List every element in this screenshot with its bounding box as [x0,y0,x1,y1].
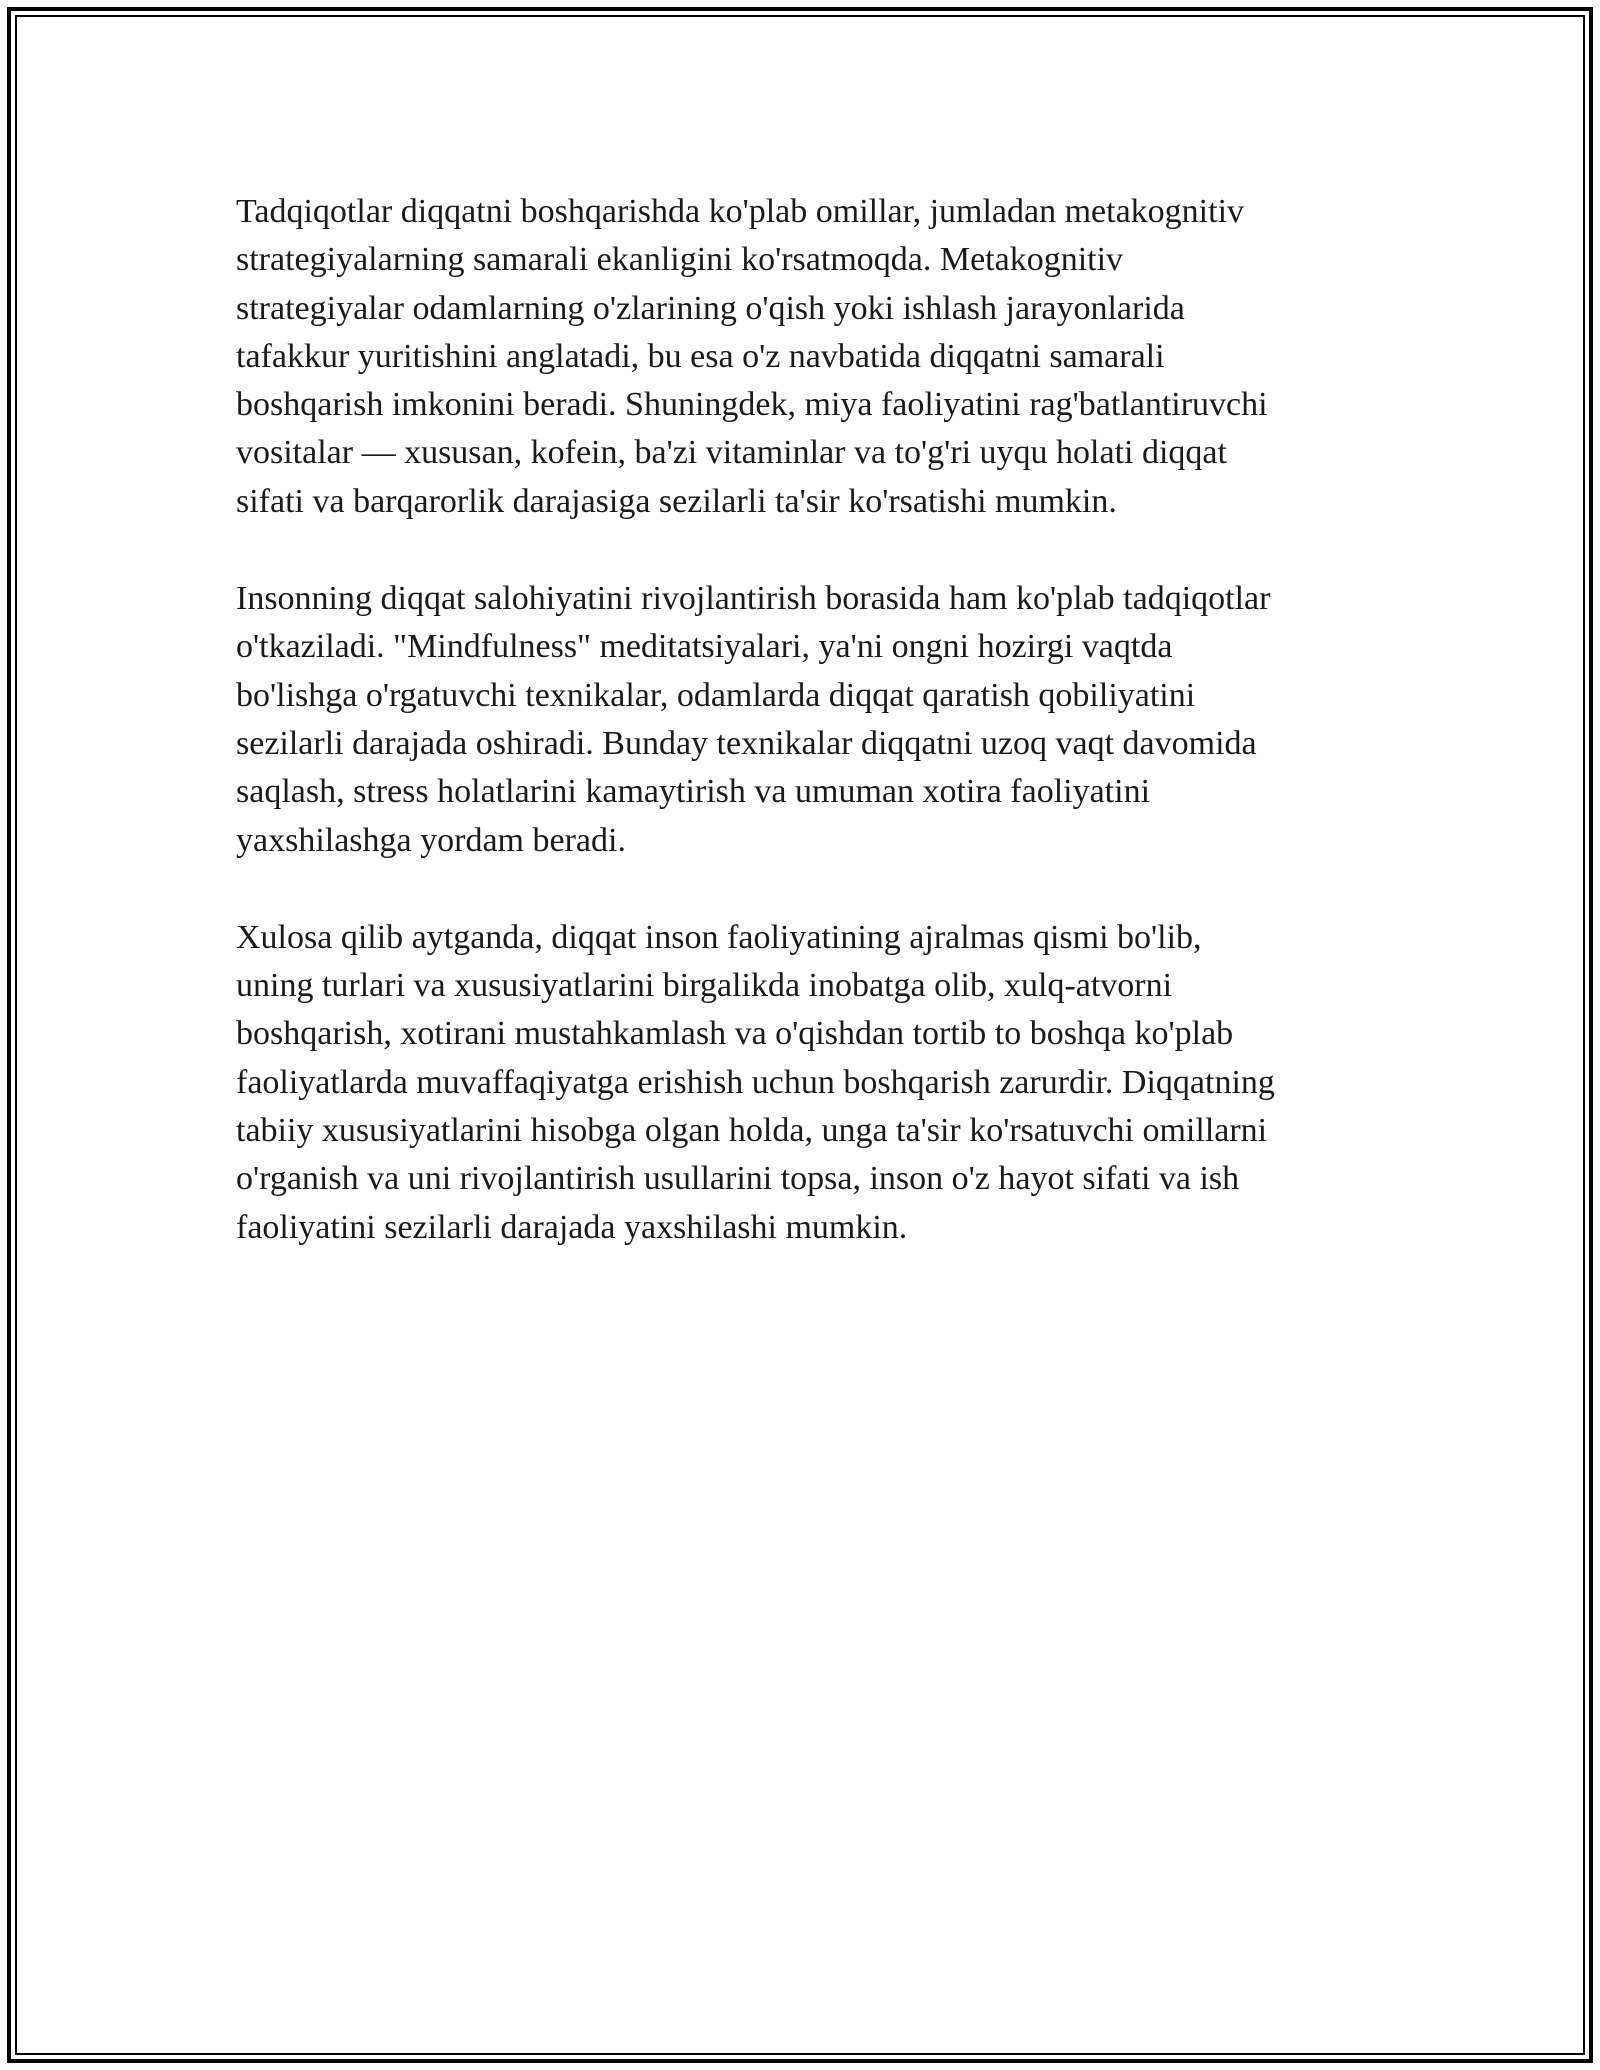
paragraph-line: sifati va barqarorlik darajasiga sezilarli ta'sir ko'rsatishi mumkin. [236,482,1117,520]
paragraph-line: boshqarish imkonini beradi. Shuningdek, miya faoliyatini rag'batlantiruvchi [236,386,1268,424]
paragraph-line: bo'lishga o'rgatuvchi texnikalar, odamlarda diqqat qaratish qobiliyatini [236,676,1196,714]
paragraph-line: Tadqiqotlar diqqatni boshqarishda ko'plab omillar, jumladan metakognitiv [236,193,1245,230]
paragraph-line: vositalar — xususan, kofein, ba'zi vitaminlar va to'g'ri uyqu holati diqqat [236,434,1227,472]
paragraph-line: faoliyatini sezilarli darajada yaxshilashi mumkin. [236,1208,908,1246]
paragraph-line: boshqarish, xotirani mustahkamlash va o'qishdan tortib to boshqa ko'plab [236,1015,1234,1053]
paragraph-line: strategiyalarning samarali ekanligini ko'rsatmoqda. Metakognitiv [236,241,1124,279]
paragraph-line: yaxshilashga yordam beradi. [236,821,626,859]
paragraph-line: tabiiy xususiyatlarini hisobga olgan holda, unga ta'sir ko'rsatuvchi omillarni [236,1112,1268,1150]
paragraph-line: Insonning diqqat salohiyatini rivojlantirish borasida ham ko'plab tadqiqotlar [236,580,1271,618]
paragraph-line: uning turlari va xususiyatlarini birgalikda inobatga olib, xulq-atvorni [236,967,1173,1005]
paragraph-line: tafakkur yuritishini anglatadi, bu esa o'z navbatida diqqatni samarali [236,337,1165,375]
paragraph-2 [236,575,1366,865]
document-body [236,188,1366,1301]
paragraph-line: saqlash, stress holatlarini kamaytirish va umuman xotira faoliyatini [236,773,1151,811]
paragraph-1 [236,188,1366,526]
paragraph-line: o'tkaziladi. "Mindfulness" meditatsiyalari, ya'ni ongni hozirgi vaqtda [236,628,1173,666]
paragraph-line: Xulosa qilib aytganda, diqqat inson faoliyatining ajralmas qismi bo'lib, [236,918,1202,956]
paragraph-line: strategiyalar odamlarning o'zlarining o'qish yoki ishlash jarayonlarida [236,289,1185,327]
paragraph-line: faoliyatlarda muvaffaqiyatga erishish uchun boshqarish zarurdir. Diqqatning [236,1063,1275,1101]
paragraph-line: o'rganish va uni rivojlantirish usullarini topsa, inson o'z hayot sifati va ish [236,1160,1240,1198]
paragraph-3 [236,914,1366,1252]
paragraph-line: sezilarli darajada oshiradi. Bunday texnikalar diqqatni uzoq vaqt davomida [236,724,1257,762]
